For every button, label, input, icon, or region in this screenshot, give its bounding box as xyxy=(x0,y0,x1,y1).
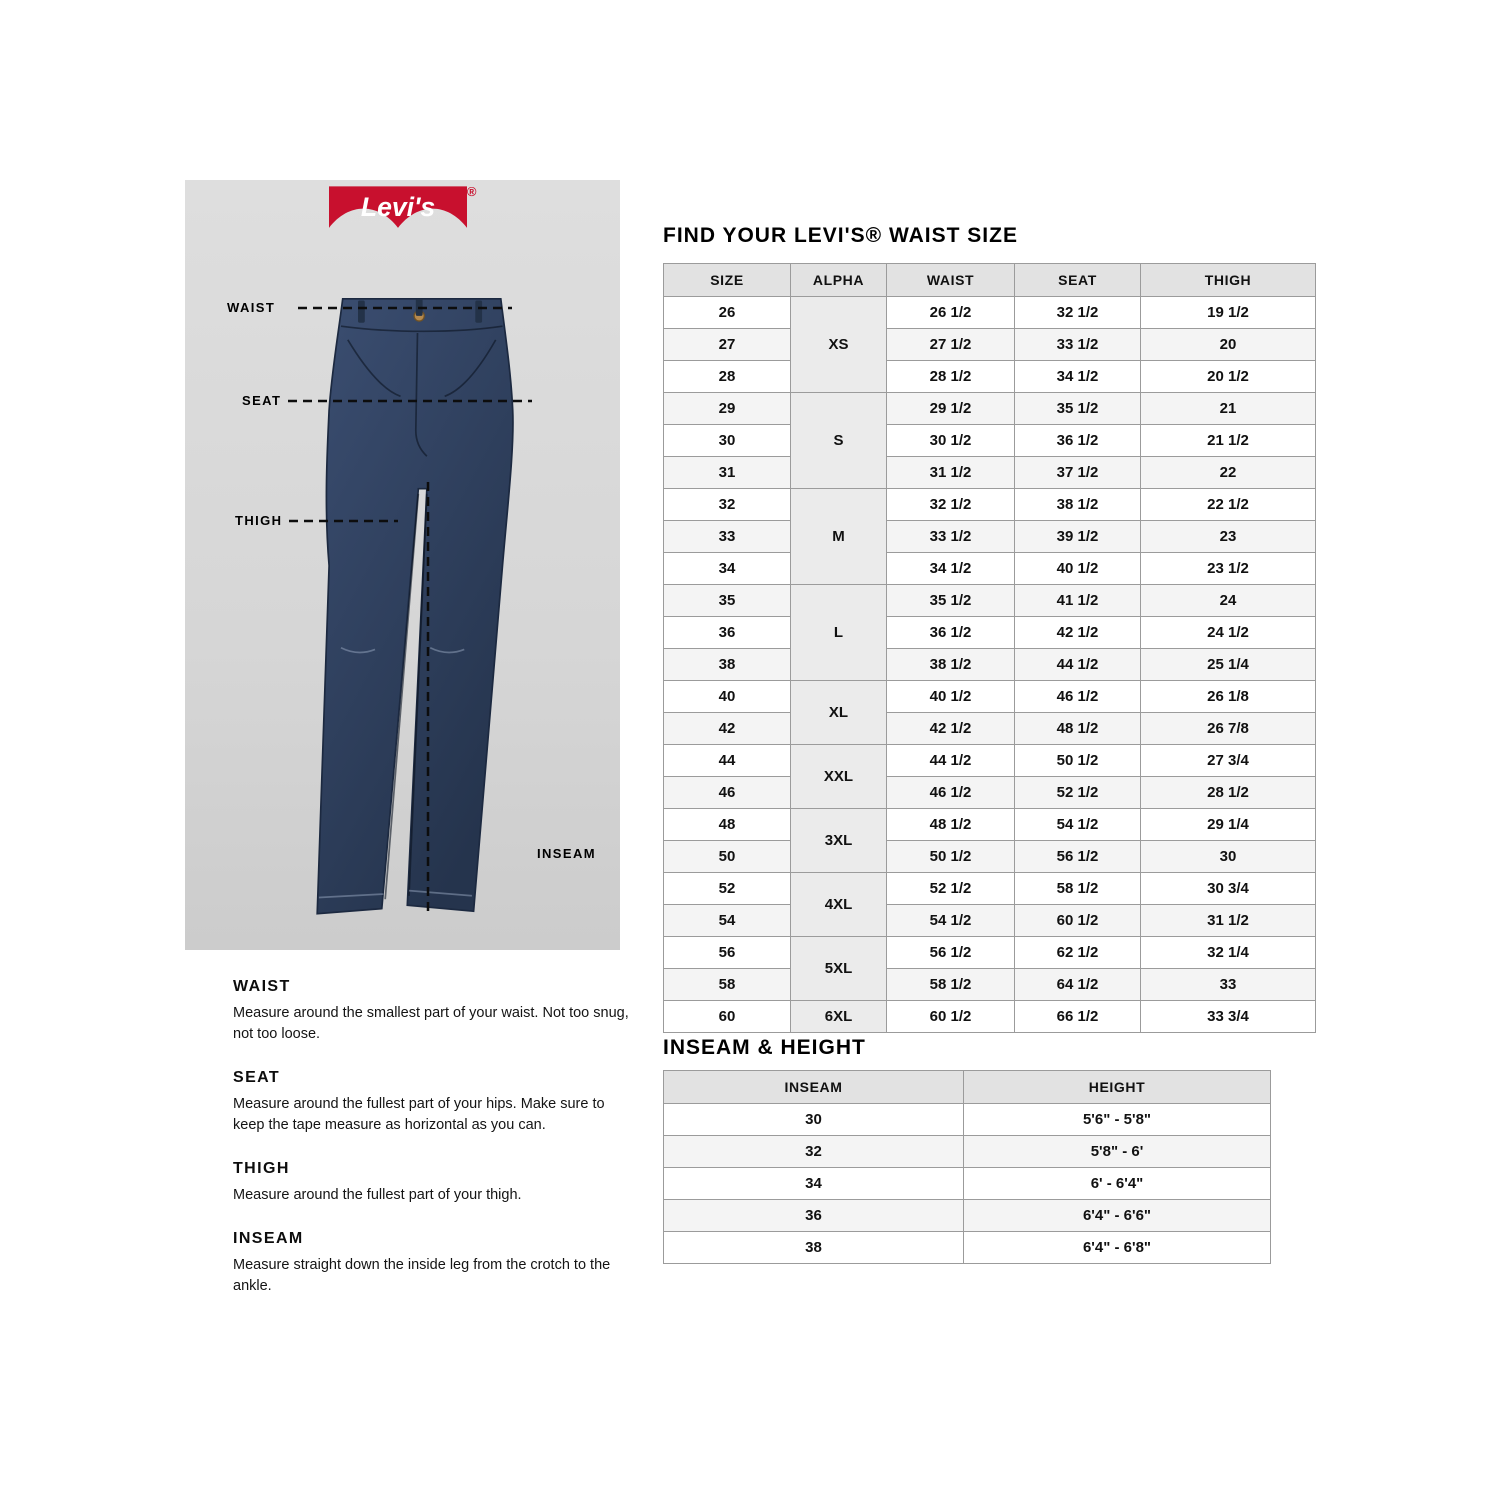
seat-label: SEAT xyxy=(242,393,282,408)
inseam-table xyxy=(663,1070,1271,1264)
size-cell: 27 xyxy=(664,329,791,361)
thigh-cell: 21 1/2 xyxy=(1141,425,1316,457)
waist-cell: 48 1/2 xyxy=(887,809,1015,841)
size-cell: 32 xyxy=(664,489,791,521)
waist-cell: 34 1/2 xyxy=(887,553,1015,585)
thigh-cell: 19 1/2 xyxy=(1141,297,1316,329)
thigh-cell: 26 7/8 xyxy=(1141,713,1316,745)
waist-cell: 58 1/2 xyxy=(887,969,1015,1001)
thigh-cell: 30 xyxy=(1141,841,1316,873)
seat-cell: 34 1/2 xyxy=(1015,361,1141,393)
size-table-row xyxy=(664,873,1316,905)
size-table-row xyxy=(664,745,1316,777)
seat-cell: 42 1/2 xyxy=(1015,617,1141,649)
seat-cell: 35 1/2 xyxy=(1015,393,1141,425)
inseam-cell: 36 xyxy=(664,1200,964,1232)
definition-term-waist: WAIST xyxy=(233,978,291,995)
waist-cell: 26 1/2 xyxy=(887,297,1015,329)
seat-cell: 39 1/2 xyxy=(1015,521,1141,553)
seat-cell: 38 1/2 xyxy=(1015,489,1141,521)
waist-cell: 35 1/2 xyxy=(887,585,1015,617)
size-table-row xyxy=(664,585,1316,617)
alpha-cell: 4XL xyxy=(791,873,887,937)
thigh-cell: 33 3/4 xyxy=(1141,1001,1316,1033)
thigh-cell: 25 1/4 xyxy=(1141,649,1316,681)
size-cell: 28 xyxy=(664,361,791,393)
inseam-table-row xyxy=(664,1200,1271,1232)
size-table-body xyxy=(664,297,1316,1033)
size-table-row xyxy=(664,553,1316,585)
definition-term-inseam: INSEAM xyxy=(233,1230,304,1248)
size-table-row xyxy=(664,969,1316,1001)
seat-cell: 36 1/2 xyxy=(1015,425,1141,457)
column-header-thigh: THIGH xyxy=(1141,264,1316,297)
size-table-header-row xyxy=(664,264,1316,297)
waist-cell: 52 1/2 xyxy=(887,873,1015,905)
size-cell: 50 xyxy=(664,841,791,873)
size-cell: 33 xyxy=(664,521,791,553)
column-header-inseam: INSEAM xyxy=(664,1071,964,1104)
jeans-image xyxy=(290,280,545,930)
seat-cell: 54 1/2 xyxy=(1015,809,1141,841)
size-table-row xyxy=(664,297,1316,329)
seat-cell: 41 1/2 xyxy=(1015,585,1141,617)
inseam-table-row xyxy=(664,1232,1271,1264)
inseam-table-row xyxy=(664,1104,1271,1136)
seat-cell: 52 1/2 xyxy=(1015,777,1141,809)
definition-text-inseam: Measure straight down the inside leg from the crotch to the ankle. xyxy=(233,1257,611,1295)
size-table-row xyxy=(664,361,1316,393)
size-cell: 36 xyxy=(664,617,791,649)
alpha-cell: XXL xyxy=(791,745,887,809)
thigh-cell: 23 xyxy=(1141,521,1316,553)
seat-cell: 33 1/2 xyxy=(1015,329,1141,361)
column-header-alpha: ALPHA xyxy=(791,264,887,297)
waist-cell: 33 1/2 xyxy=(887,521,1015,553)
thigh-cell: 20 1/2 xyxy=(1141,361,1316,393)
seat-cell: 60 1/2 xyxy=(1015,905,1141,937)
alpha-cell: M xyxy=(791,489,887,585)
thigh-cell: 23 1/2 xyxy=(1141,553,1316,585)
size-cell: 60 xyxy=(664,1001,791,1033)
seat-cell: 58 1/2 xyxy=(1015,873,1141,905)
size-cell: 56 xyxy=(664,937,791,969)
definition-text-waist: Measure around the smallest part of your waist. Not too snug, not too loose. xyxy=(233,1005,629,1043)
size-table-row xyxy=(664,617,1316,649)
seat-cell: 44 1/2 xyxy=(1015,649,1141,681)
waist-cell: 29 1/2 xyxy=(887,393,1015,425)
definition-term-seat: SEAT xyxy=(233,1069,281,1087)
seat-cell: 50 1/2 xyxy=(1015,745,1141,777)
inseam-table-row xyxy=(664,1136,1271,1168)
size-table-row xyxy=(664,713,1316,745)
height-cell: 6'4" - 6'8" xyxy=(964,1232,1271,1264)
size-table-row xyxy=(664,393,1316,425)
size-cell: 35 xyxy=(664,585,791,617)
svg-text:Levi's: Levi's xyxy=(360,191,435,222)
inseam-cell: 34 xyxy=(664,1168,964,1200)
size-cell: 29 xyxy=(664,393,791,425)
thigh-cell: 24 1/2 xyxy=(1141,617,1316,649)
jeans-photo-panel xyxy=(185,180,620,950)
inseam-label: INSEAM xyxy=(537,846,596,861)
thigh-cell: 27 3/4 xyxy=(1141,745,1316,777)
alpha-cell: 5XL xyxy=(791,937,887,1001)
height-cell: 6'4" - 6'6" xyxy=(964,1200,1271,1232)
waist-cell: 32 1/2 xyxy=(887,489,1015,521)
seat-cell: 37 1/2 xyxy=(1015,457,1141,489)
thigh-cell: 24 xyxy=(1141,585,1316,617)
size-cell: 26 xyxy=(664,297,791,329)
inseam-chart-title: INSEAM & HEIGHT xyxy=(663,1036,866,1059)
levis-logo xyxy=(329,186,477,246)
size-table-row xyxy=(664,329,1316,361)
size-table-row xyxy=(664,1001,1316,1033)
seat-cell: 32 1/2 xyxy=(1015,297,1141,329)
seat-cell: 56 1/2 xyxy=(1015,841,1141,873)
alpha-cell: L xyxy=(791,585,887,681)
size-table-row xyxy=(664,905,1316,937)
waist-cell: 40 1/2 xyxy=(887,681,1015,713)
thigh-label: THIGH xyxy=(235,513,283,528)
definition-term-thigh: THIGH xyxy=(233,1160,290,1178)
waist-cell: 42 1/2 xyxy=(887,713,1015,745)
thigh-cell: 32 1/4 xyxy=(1141,937,1316,969)
waist-cell: 60 1/2 xyxy=(887,1001,1015,1033)
alpha-cell: XL xyxy=(791,681,887,745)
waist-cell: 36 1/2 xyxy=(887,617,1015,649)
thigh-cell: 20 xyxy=(1141,329,1316,361)
height-cell: 6' - 6'4" xyxy=(964,1168,1271,1200)
size-table-row xyxy=(664,425,1316,457)
registered-mark: ® xyxy=(466,184,477,199)
size-table-row xyxy=(664,521,1316,553)
seat-cell: 64 1/2 xyxy=(1015,969,1141,1001)
alpha-cell: 3XL xyxy=(791,809,887,873)
column-header-waist: WAIST xyxy=(887,264,1015,297)
thigh-cell: 22 1/2 xyxy=(1141,489,1316,521)
waist-cell: 56 1/2 xyxy=(887,937,1015,969)
size-table-row xyxy=(664,937,1316,969)
size-cell: 40 xyxy=(664,681,791,713)
column-header-size: SIZE xyxy=(664,264,791,297)
thigh-cell: 29 1/4 xyxy=(1141,809,1316,841)
size-cell: 34 xyxy=(664,553,791,585)
thigh-cell: 30 3/4 xyxy=(1141,873,1316,905)
definition-text-thigh: Measure around the fullest part of your thigh. xyxy=(233,1187,522,1204)
size-table-row xyxy=(664,457,1316,489)
inseam-cell: 32 xyxy=(664,1136,964,1168)
waist-cell: 50 1/2 xyxy=(887,841,1015,873)
size-cell: 52 xyxy=(664,873,791,905)
size-table-row xyxy=(664,777,1316,809)
thigh-cell: 26 1/8 xyxy=(1141,681,1316,713)
waist-cell: 46 1/2 xyxy=(887,777,1015,809)
thigh-cell: 33 xyxy=(1141,969,1316,1001)
inseam-table-row xyxy=(664,1168,1271,1200)
measurement-definitions xyxy=(233,978,631,1321)
waist-cell: 30 1/2 xyxy=(887,425,1015,457)
levis-batwing-icon xyxy=(329,186,467,244)
size-table xyxy=(663,263,1316,1033)
height-cell: 5'8" - 6' xyxy=(964,1136,1271,1168)
waist-cell: 44 1/2 xyxy=(887,745,1015,777)
size-cell: 58 xyxy=(664,969,791,1001)
inseam-table-body xyxy=(664,1104,1271,1264)
size-cell: 30 xyxy=(664,425,791,457)
size-table-row xyxy=(664,681,1316,713)
size-table-row xyxy=(664,841,1316,873)
thigh-cell: 21 xyxy=(1141,393,1316,425)
alpha-cell: XS xyxy=(791,297,887,393)
seat-cell: 46 1/2 xyxy=(1015,681,1141,713)
thigh-cell: 31 1/2 xyxy=(1141,905,1316,937)
alpha-cell: S xyxy=(791,393,887,489)
inseam-cell: 38 xyxy=(664,1232,964,1264)
inseam-table-header-row xyxy=(664,1071,1271,1104)
size-table-row xyxy=(664,809,1316,841)
waist-cell: 27 1/2 xyxy=(887,329,1015,361)
size-table-row xyxy=(664,489,1316,521)
waist-cell: 28 1/2 xyxy=(887,361,1015,393)
size-chart-title: FIND YOUR LEVI'S® WAIST SIZE xyxy=(663,224,1018,247)
size-cell: 38 xyxy=(664,649,791,681)
size-cell: 42 xyxy=(664,713,791,745)
alpha-cell: 6XL xyxy=(791,1001,887,1033)
height-cell: 5'6" - 5'8" xyxy=(964,1104,1271,1136)
thigh-cell: 28 1/2 xyxy=(1141,777,1316,809)
seat-cell: 40 1/2 xyxy=(1015,553,1141,585)
waist-cell: 31 1/2 xyxy=(887,457,1015,489)
seat-cell: 66 1/2 xyxy=(1015,1001,1141,1033)
size-cell: 31 xyxy=(664,457,791,489)
waist-cell: 38 1/2 xyxy=(887,649,1015,681)
size-table-row xyxy=(664,649,1316,681)
thigh-cell: 22 xyxy=(1141,457,1316,489)
seat-cell: 62 1/2 xyxy=(1015,937,1141,969)
size-cell: 54 xyxy=(664,905,791,937)
column-header-seat: SEAT xyxy=(1015,264,1141,297)
waist-cell: 54 1/2 xyxy=(887,905,1015,937)
definition-text-seat: Measure around the fullest part of your hips. Make sure to keep the tape measure as horizontal as you can. xyxy=(233,1096,605,1134)
size-cell: 48 xyxy=(664,809,791,841)
size-cell: 44 xyxy=(664,745,791,777)
inseam-cell: 30 xyxy=(664,1104,964,1136)
seat-cell: 48 1/2 xyxy=(1015,713,1141,745)
column-header-height: HEIGHT xyxy=(964,1071,1271,1104)
waist-label: WAIST xyxy=(227,300,276,315)
size-cell: 46 xyxy=(664,777,791,809)
